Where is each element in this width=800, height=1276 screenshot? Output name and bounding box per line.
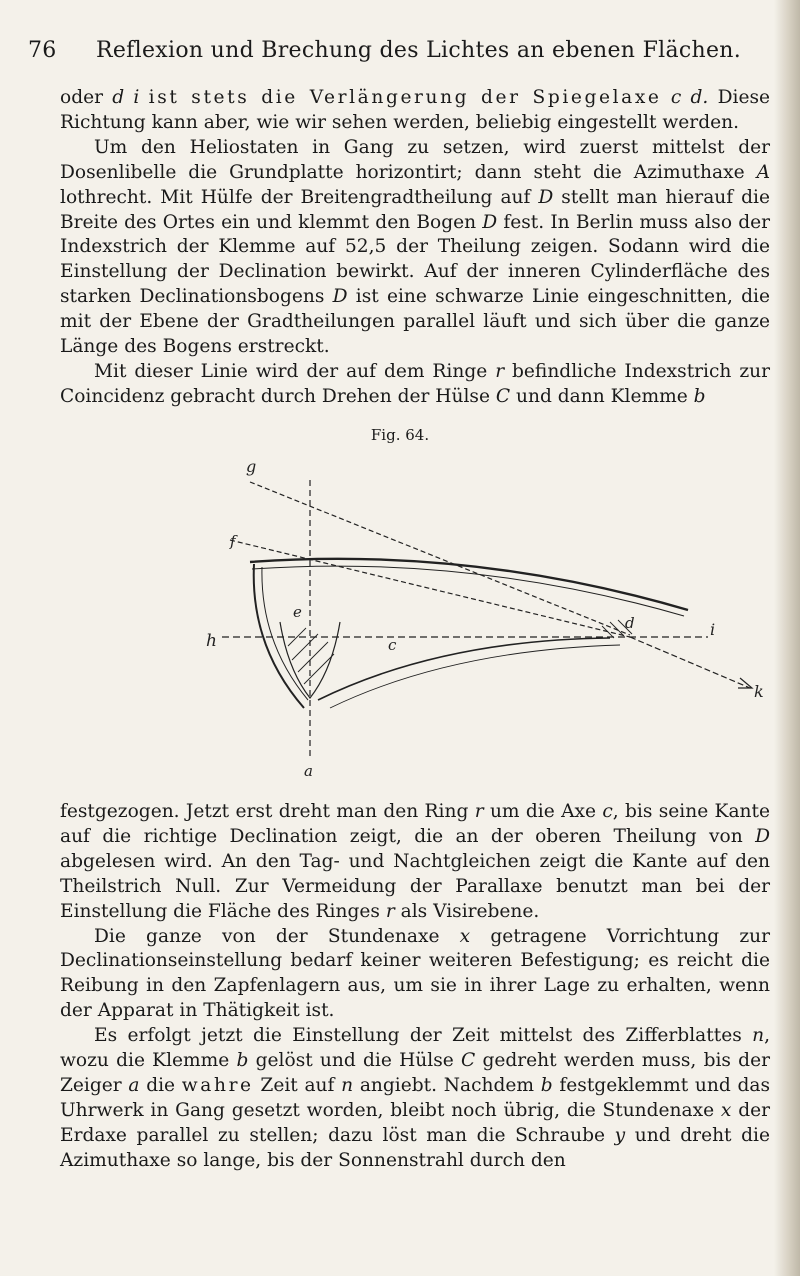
emphasis-spaced: ist stets die Verlängerung der Spiegelaxe — [148, 87, 662, 108]
label-k: k — [754, 682, 764, 701]
emphasis-spaced: wahre — [181, 1074, 254, 1096]
label-h: h — [206, 631, 217, 651]
support-arc-left — [254, 564, 304, 708]
label-e: e — [293, 603, 302, 621]
paragraph: Mit dieser Linie wird der auf dem Ringe r befindliche Indexstrich zur Coincidenz gebracht durch Drehen der Hülse C und dann Klemme b — [60, 360, 770, 407]
paragraph: festgezogen. Jetzt erst dreht man den Ring r um die Axe c, bis seine Kante auf die richtige Declination zeigt, die an der oberen Theilung von D abgelesen wird. An den Tag- und Nachtgleichen zeigt die Kante auf den Theilstrich Null. Zur Vermeidung der Parallaxe benutzt man bei der Einstellung die Fläche des Ringes r als Visirebene. — [60, 801, 770, 922]
label-c: c — [388, 636, 397, 654]
running-title: Reflexion und Brechung des Lichtes an ebenen Flächen. — [96, 38, 742, 63]
paragraph: oder d i ist stets die Verlängerung der Spiegelaxe c d. Diese Richtung kann aber, wie wir sehen werden, beliebig eingestellt werden. — [60, 87, 770, 133]
label-f: f — [230, 532, 236, 550]
ray-d-k — [630, 637, 750, 688]
bottom-text-block — [60, 800, 770, 1174]
label-d: d — [625, 614, 635, 632]
label-i: i — [710, 620, 716, 639]
page-header — [28, 30, 748, 70]
paragraph: Um den Heliostaten in Gang zu setzen, wird zuerst mittelst der Dosenlibelle die Grundplatte horizontirt; dann steht die Azimuthaxe A lothrecht. Mit Hülfe der Breitengradtheilung auf D stellt man hierauf die Breite des Ortes ein und klemmt den Bogen D fest. In Berlin muss also der Indexstrich der Klemme auf 52,5 der Theilung zeigen. Sodann wird die Einstellung der Declination bewirkt. Auf der inneren Cylinderfläche des starken Declinationsbogens D ist eine schwarze Linie eingeschnitten, die mit der Ebene der Gradtheilungen parallel läuft und sich über die ganze Länge des Bogens erstreckt. — [60, 136, 770, 358]
figure-64-diagram — [206, 450, 790, 790]
arrow-k — [738, 678, 752, 688]
label-a: a — [304, 762, 313, 780]
diagram-svg — [206, 450, 790, 790]
paragraph: Die ganze von der Stundenaxe x getragene Vorrichtung zur Declinationseinstellung bedarf keiner weiteren Befestigung; es reicht die Reibung in den Zapfenlagern aus, um sie in ihrer Lage zu erhalten, wenn der Apparat in Thätigkeit ist. — [60, 925, 770, 1022]
paragraph: Es erfolgt jetzt die Einstellung der Zeit mittelst des Zifferblattes n, wozu die Klemme b gelöst und die Hülse C gedreht werden muss, bis der Zeiger a die wahre Zeit auf n angiebt. Nachdem b festgeklemmt und das Uhrwerk in Gang gesetzt worden, bleibt noch übrig, die Stundenaxe x der Erdaxe parallel zu stellen; dazu löst man die Schraube y und dreht die Azimuthaxe so lange, bis der Sonnenstrahl durch den — [60, 1025, 771, 1171]
label-g: g — [246, 457, 257, 476]
arc-c — [318, 638, 610, 700]
top-text-block — [60, 86, 770, 410]
figure-caption: Fig. 64. — [370, 426, 430, 444]
page-number: 76 — [28, 38, 57, 63]
